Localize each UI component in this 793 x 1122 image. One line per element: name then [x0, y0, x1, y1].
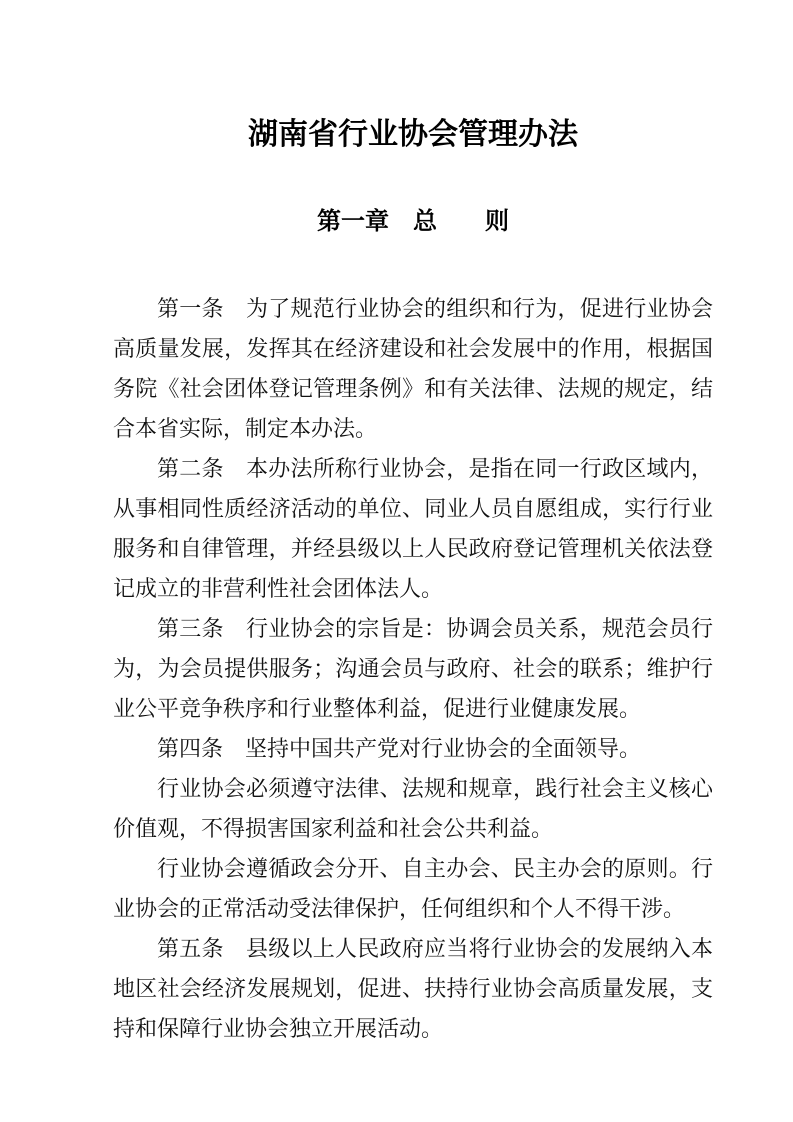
paragraph: 行业协会必须遵守法律、法规和规章，践行社会主义核心价值观，不得损害国家利益和社会公共利益。: [113, 776, 713, 842]
paragraph: 第二条 本办法所称行业协会，是指在同一行政区域内，从事相同性质经济活动的单位、同业人员自愿组成，实行行业服务和自律管理，并经县级以上人民政府登记管理机关依法登记成立的非营利性社会团体法人。: [113, 456, 713, 602]
paragraph: 第三条 行业协会的宗旨是：协调会员关系，规范会员行为，为会员提供服务；沟通会员与政府、社会的联系；维护行业公平竞争秩序和行业整体利益，促进行业健康发展。: [113, 616, 713, 722]
document-title: 湖南省行业协会管理办法: [248, 118, 578, 152]
paragraph: 第一条 为了规范行业协会的组织和行为，促进行业协会高质量发展，发挥其在经济建设和社会发展中的作用，根据国务院《社会团体登记管理条例》和有关法律、法规的规定，结合本省实际，制定本办法。: [113, 296, 713, 442]
paragraph: 第四条 坚持中国共产党对行业协会的全面领导。: [157, 736, 642, 762]
document-body: [113, 289, 713, 1049]
paragraph: 行业协会遵循政会分开、自主办会、民主办会的原则。行业协会的正常活动受法律保护，任何组织和个人不得干涉。: [113, 856, 713, 922]
paragraph: 第五条 县级以上人民政府应当将行业协会的发展纳入本地区社会经济发展规划，促进、扶持行业协会高质量发展，支持和保障行业协会独立开展活动。: [113, 936, 713, 1042]
chapter-heading: 第一章 总 则: [317, 208, 509, 236]
